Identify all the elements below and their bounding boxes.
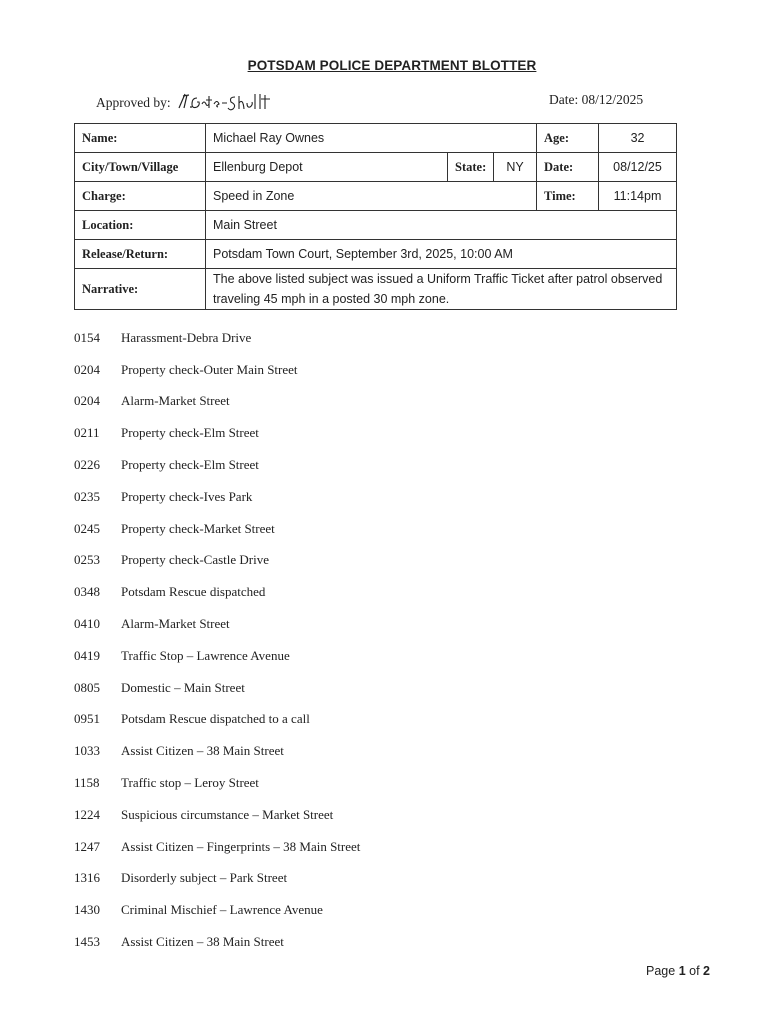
subject-info-table [74, 123, 677, 310]
signature [175, 92, 285, 114]
log-time: 1224 [74, 806, 100, 822]
log-description: Assist Citizen – 38 Main Street [121, 743, 284, 759]
log-description: Alarm-Market Street [121, 393, 230, 409]
charge-label: Charge: [75, 182, 206, 211]
location-label: Location: [75, 211, 206, 240]
log-time: 0419 [74, 647, 100, 663]
log-entry [74, 704, 674, 736]
log-entry [74, 608, 674, 640]
log-description: Suspicious circumstance – Market Street [121, 806, 334, 822]
log-entry [74, 545, 674, 577]
log-time: 0211 [74, 425, 100, 441]
page-current: 1 [678, 964, 686, 978]
log-entry [74, 417, 674, 449]
log-time: 0951 [74, 711, 100, 727]
state-label: State: [448, 153, 494, 182]
city-value: Ellenburg Depot [206, 153, 448, 182]
log-time: 0226 [74, 457, 100, 473]
log-time: 1453 [74, 934, 100, 950]
log-time: 0154 [74, 329, 100, 345]
release-label: Release/Return: [75, 240, 206, 269]
city-label: City/Town/Village [75, 153, 206, 182]
narrative-label: Narrative: [75, 269, 206, 310]
log-entry [74, 640, 674, 672]
log-description: Assist Citizen – Fingerprints – 38 Main Street [121, 838, 361, 854]
log-entry [74, 449, 674, 481]
log-entry [74, 322, 674, 354]
approved-by-label: Approved by: [96, 95, 171, 110]
row-location [75, 211, 677, 240]
name-value: Michael Ray Ownes [206, 124, 537, 153]
log-description: Property check-Ives Park [121, 488, 253, 504]
log-time: 0253 [74, 552, 100, 568]
log-entry [74, 863, 674, 895]
age-value: 32 [599, 124, 677, 153]
date-value: 08/12/25 [599, 153, 677, 182]
log-entry [74, 831, 674, 863]
log-description: Property check-Outer Main Street [121, 361, 298, 377]
log-description: Criminal Mischief – Lawrence Avenue [121, 902, 323, 918]
log-entry [74, 767, 674, 799]
log-entry [74, 799, 674, 831]
log-entry [74, 672, 674, 704]
row-city [75, 153, 677, 182]
row-release [75, 240, 677, 269]
log-time: 0235 [74, 488, 100, 504]
log-description: Assist Citizen – 38 Main Street [121, 934, 284, 950]
page-word: Page [646, 964, 676, 978]
log-description: Property check-Market Street [121, 520, 275, 536]
log-time: 0348 [74, 584, 100, 600]
date-label: Date: [537, 153, 599, 182]
log-time: 1316 [74, 870, 100, 886]
log-entry [74, 513, 674, 545]
name-label: Name: [75, 124, 206, 153]
log-time: 1158 [74, 775, 100, 791]
log-description: Property check-Elm Street [121, 457, 259, 473]
log-description: Alarm-Market Street [121, 616, 230, 632]
log-entry [74, 735, 674, 767]
log-description: Potsdam Rescue dispatched [121, 584, 266, 600]
log-description: Domestic – Main Street [121, 679, 245, 695]
log-time: 0204 [74, 361, 100, 377]
time-label: Time: [537, 182, 599, 211]
log-time: 0410 [74, 616, 100, 632]
row-name [75, 124, 677, 153]
log-description: Disorderly subject – Park Street [121, 870, 288, 886]
page-title: POTSDAM POLICE DEPARTMENT BLOTTER [247, 58, 537, 73]
log-description: Traffic stop – Leroy Street [121, 775, 259, 791]
log-entry [74, 576, 674, 608]
log-time: 1247 [74, 838, 100, 854]
header-date: Date: 08/12/2025 [549, 92, 644, 107]
age-label: Age: [537, 124, 599, 153]
log-entry [74, 481, 674, 513]
narrative-value: The above listed subject was issued a Uniform Traffic Ticket after patrol observed traveling 45 mph in a posted 30 mph zone. [206, 269, 677, 310]
charge-value: Speed in Zone [206, 182, 537, 211]
log-entry [74, 894, 674, 926]
log-time: 1033 [74, 743, 100, 759]
row-charge [75, 182, 677, 211]
of-word: of [689, 964, 700, 978]
state-value: NY [494, 153, 537, 182]
approved-by-line [96, 92, 285, 114]
page-number [646, 964, 710, 978]
log-description: Harassment-Debra Drive [121, 329, 252, 345]
log-description: Property check-Castle Drive [121, 552, 270, 568]
log-time: 1430 [74, 902, 100, 918]
page-total: 2 [703, 964, 710, 978]
location-value: Main Street [206, 211, 677, 240]
log-time: 0805 [74, 679, 100, 695]
log-description: Property check-Elm Street [121, 425, 259, 441]
log-description: Traffic Stop – Lawrence Avenue [121, 647, 290, 663]
time-value: 11:14pm [599, 182, 677, 211]
log-time: 0245 [74, 520, 100, 536]
log-entry [74, 926, 674, 958]
log-entry [74, 354, 674, 386]
log-entry [74, 386, 674, 418]
log-description: Potsdam Rescue dispatched to a call [121, 711, 310, 727]
row-narrative [75, 269, 677, 310]
activity-log [74, 322, 674, 958]
release-value: Potsdam Town Court, September 3rd, 2025, 10:00 AM [206, 240, 677, 269]
log-time: 0204 [74, 393, 100, 409]
